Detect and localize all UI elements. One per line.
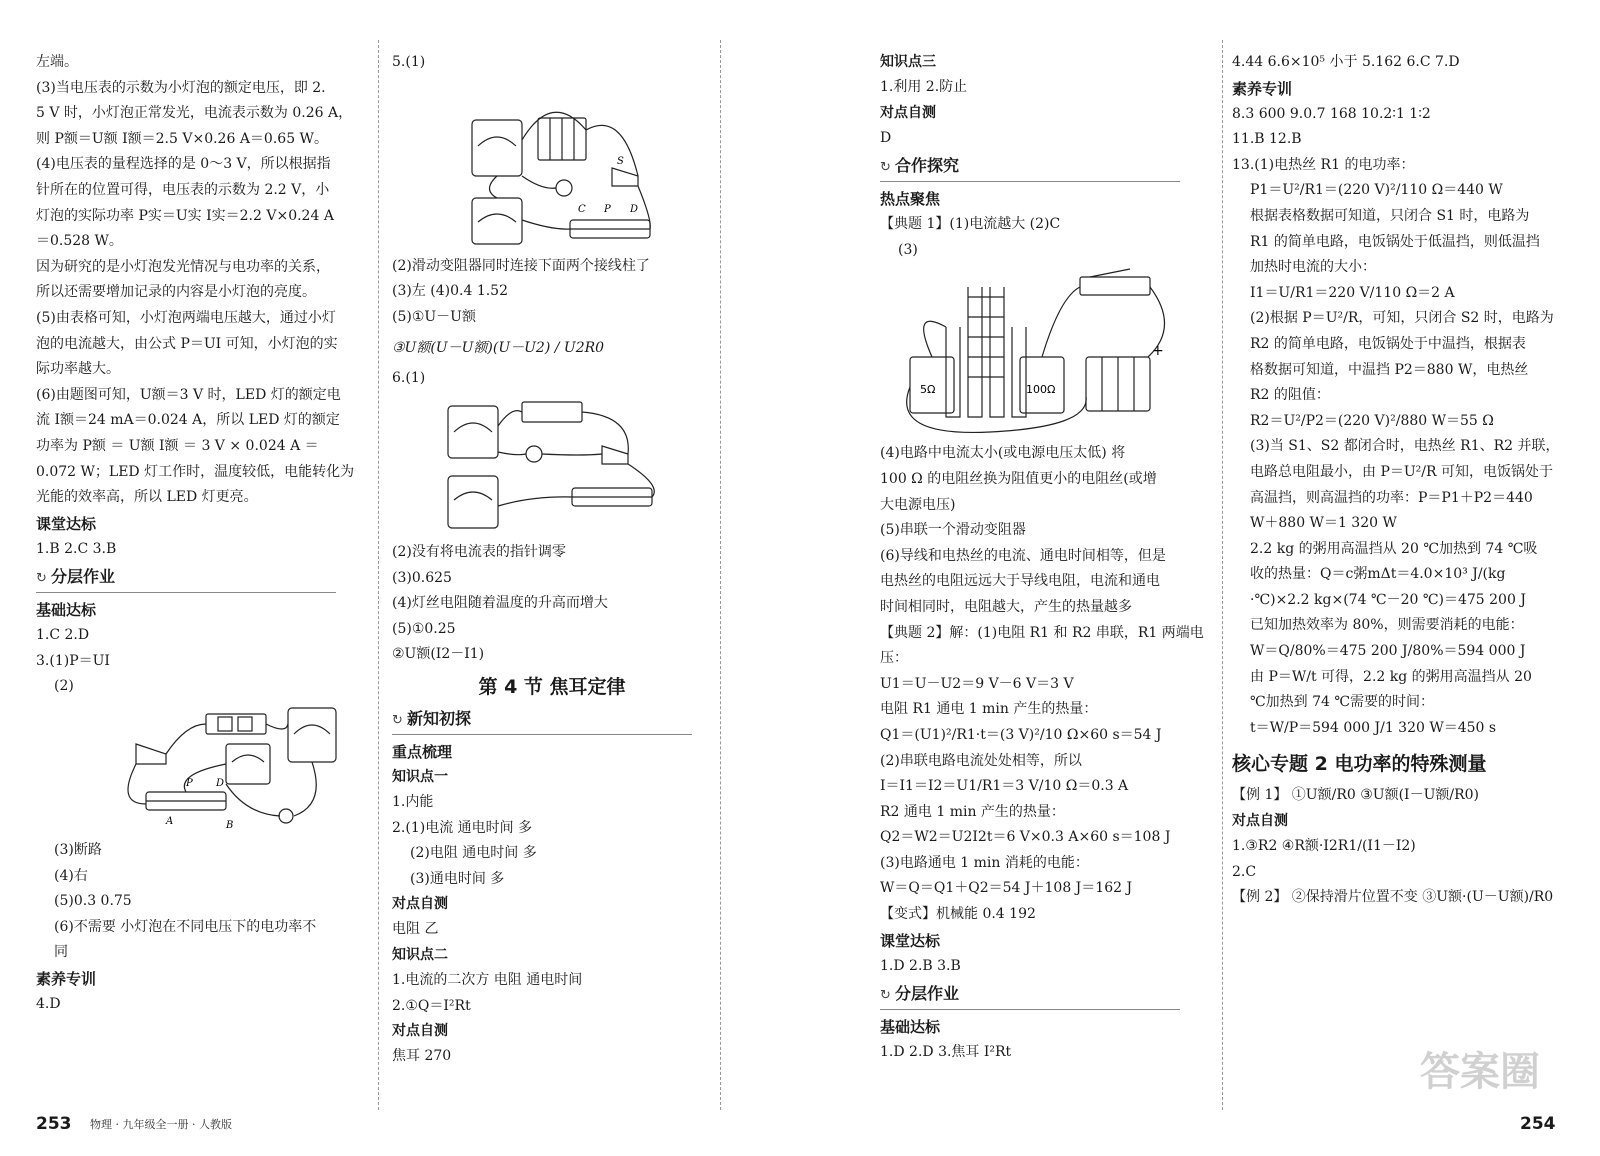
section-layered: ↻ 分层作业 xyxy=(36,564,336,593)
self-test-2: 对点自测 xyxy=(392,1023,448,1040)
text-line: 际功率越大。 xyxy=(36,361,120,378)
text-line: 5 V 时，小灯泡正常发光，电流表示数为 0.26 A， xyxy=(36,105,353,122)
text-line: R2＝U²/P2＝(220 V)²/880 W＝55 Ω xyxy=(1250,412,1494,429)
column-3 xyxy=(880,50,1210,1066)
self-test-4: 对点自测 xyxy=(1232,813,1288,830)
text-line: t＝W/P＝594 000 J/1 320 W＝450 s xyxy=(1250,719,1497,736)
text-line: 4.44 6.6×10⁵ 小于 5.162 6.C 7.D xyxy=(1232,54,1460,70)
basic-answers-2: 1.D 2.D 3.焦耳 I²Rt xyxy=(880,1044,1012,1061)
svg-text:P: P xyxy=(604,203,611,215)
page-number-left: 253 xyxy=(36,1114,72,1134)
text-line: U1＝U－U2＝9 V－6 V＝3 V xyxy=(880,675,1074,692)
section-suyang-2: 素养专训 xyxy=(1232,79,1293,98)
text-line: (4)灯丝电阻随着温度的升高而增大 xyxy=(392,595,608,612)
svg-text:5Ω: 5Ω xyxy=(920,383,936,397)
text-line: (2)没有将电流表的指针调零 xyxy=(392,543,566,560)
svg-text:P: P xyxy=(186,778,193,790)
section-basic-2: 基础达标 xyxy=(880,1018,941,1037)
text-line: (3)通电时间 多 xyxy=(410,870,505,887)
text-line: 0.072 W；LED 灯工作时，温度较低，电能转化为 xyxy=(36,463,355,480)
text-line: 【典题 2】解：(1)电阻 R1 和 R2 串联，R1 两端电 xyxy=(880,624,1204,641)
text-line: (3)当电压表的示数为小灯泡的额定电压，即 2. xyxy=(36,79,326,96)
self-test-1: 对点自测 xyxy=(392,896,448,913)
text-line: 电阻 R1 通电 1 min 产生的热量： xyxy=(880,701,1098,718)
text-line: 2.(1)电流 通电时间 多 xyxy=(392,819,533,836)
text-line: (3)左 (4)0.4 1.52 xyxy=(392,283,508,300)
text-line: 则 P额＝U额 I额＝2.5 V×0.26 A＝0.65 W。 xyxy=(36,130,328,147)
text-line: (2)滑动变阻器同时连接下面两个接线柱了 xyxy=(392,257,650,274)
classroom-answers-2: 1.D 2.B 3.B xyxy=(880,957,961,974)
text-line: 【变式】机械能 0.4 192 xyxy=(880,906,1036,923)
text-line: 电热丝的电阻远远大于导线电阻，电流和通电 xyxy=(880,573,1160,590)
section-suyang: 素养专训 xyxy=(36,970,97,989)
text-line: (3)0.625 xyxy=(392,569,452,586)
footer-book-info: 物理 · 九年级全一册 · 人教版 xyxy=(90,1118,232,1131)
section-classroom-2: 课堂达标 xyxy=(880,931,941,950)
knowledge-point-3: 知识点三 xyxy=(880,54,936,70)
text-line: (3)断路 xyxy=(54,842,102,859)
example-1: 【例 1】 ①U额/R0 ③U额(I－U额/R0) xyxy=(1232,787,1479,804)
text-line: 功率为 P额 ＝ U额 I额 ＝ 3 V × 0.024 A ＝ xyxy=(36,437,319,454)
circuit-diagram-5 xyxy=(452,80,752,250)
text-line: 1.电流的二次方 电阻 通电时间 xyxy=(392,971,583,988)
text-line: 同 xyxy=(54,944,68,961)
text-line: (2)电阻 通电时间 多 xyxy=(410,845,537,862)
svg-text:A: A xyxy=(166,816,174,828)
text-line: ＝0.528 W。 xyxy=(36,233,123,250)
section-hot-focus: 热点聚焦 xyxy=(880,190,941,209)
text-line: 压： xyxy=(880,650,908,667)
joule-experiment-diagram xyxy=(890,267,1190,437)
text-line: 所以还需要增加记录的内容是小灯泡的亮度。 xyxy=(36,284,316,301)
watermark-logo: 答案圈 xyxy=(1420,1049,1540,1095)
page-number-right: 254 xyxy=(1520,1114,1556,1134)
text-line: Q1＝(U1)²/R1·t＝(3 V)²/10 Ω×60 s＝54 J xyxy=(880,726,1162,743)
text-line: ·℃)×2.2 kg×(74 ℃－20 ℃)＝475 200 J xyxy=(1250,591,1526,608)
text-line: 1.内能 xyxy=(392,793,434,810)
question-6-label: 6.(1) xyxy=(392,370,426,387)
self-test-1-answer: 电阻 乙 xyxy=(392,921,439,938)
text-line: W＝Q/80%＝475 200 J/80%＝594 000 J xyxy=(1250,643,1526,660)
text-line: 3.(1)P＝UI xyxy=(36,652,110,669)
text-line: (6)导线和电热丝的电流、通电时间相等，但是 xyxy=(880,547,1166,564)
svg-text:+: + xyxy=(1152,343,1164,360)
answer-block-1 xyxy=(36,50,366,511)
text-line: (2)根据 P＝U²/R，可知，只闭合 S2 时，电路为 xyxy=(1250,310,1554,327)
text-line: 光能的效率高，所以 LED 灯更亮。 xyxy=(36,489,258,506)
text-line: 格数据可知道，中温挡 P2＝880 W，电热丝 xyxy=(1250,361,1529,378)
chapter-title: 第 4 节 焦耳定律 xyxy=(478,675,626,698)
text-line: 电路总电阻最小，由 P＝U²/R 可知，电饭锅处于 xyxy=(1250,463,1553,480)
text-line: 泡的电流越大，由公式 P＝UI 可知，小灯泡的实 xyxy=(36,335,338,352)
text-line: (4)电压表的量程选择的是 0～3 V，所以根据指 xyxy=(36,156,331,173)
text-line: (2)串联电路电流处处相等，所以 xyxy=(880,752,1082,769)
text-line: 8.3 600 9.0.7 168 10.2∶1 1∶2 xyxy=(1232,105,1431,122)
text-line: 时间相同时，电阻越大，产生的热量越多 xyxy=(880,598,1132,615)
text-line: R2 通电 1 min 产生的热量： xyxy=(880,803,1065,820)
text-line: (3) xyxy=(898,241,918,258)
svg-text:D: D xyxy=(216,778,225,790)
knowledge-point-1: 知识点一 xyxy=(392,768,448,785)
text-line: 大电源电压) xyxy=(880,496,956,513)
svg-text:S: S xyxy=(617,155,624,167)
column-4 xyxy=(1232,50,1572,911)
text-line: 根据表格数据可知道，只闭合 S1 时，电路为 xyxy=(1250,207,1530,224)
text-line: (3)电路通电 1 min 消耗的电能： xyxy=(880,854,1089,871)
text-line: 左端。 xyxy=(36,54,78,70)
text-line: 收的热量：Q＝c粥mΔt＝4.0×10³ J/(kg xyxy=(1250,566,1506,583)
formula-q5: ③U额(U－U额)(U－U2) / U2R0 xyxy=(392,340,605,357)
text-line: (5)①0.25 xyxy=(392,620,456,637)
text-line: 2.C xyxy=(1232,863,1257,880)
text-line: (5)①U－U额 xyxy=(392,308,476,325)
section-key-points: 重点梳理 xyxy=(392,742,453,761)
text-line: 2.2 kg 的粥用高温挡从 20 ℃加热到 74 ℃吸 xyxy=(1250,540,1538,557)
svg-text:C: C xyxy=(578,203,586,215)
text-line: D xyxy=(880,129,892,146)
text-line: 加热时电流的大小： xyxy=(1250,259,1376,276)
text-line: ℃加热到 74 ℃需要的时间： xyxy=(1250,694,1435,711)
text-line: 已知加热效率为 80%，则需要消耗的电能： xyxy=(1250,617,1524,634)
suyang-answers: 4.D xyxy=(36,996,61,1013)
text-line: 针所在的位置可得，电压表的示数为 2.2 V，小 xyxy=(36,181,330,198)
circuit-diagram-6 xyxy=(432,396,732,536)
text-line: I1＝U/R1＝220 V/110 Ω＝2 A xyxy=(1250,284,1455,301)
text-line: R2 的阻值： xyxy=(1250,387,1330,404)
text-line: 11.B 12.B xyxy=(1232,131,1302,148)
self-test-2-answer: 焦耳 270 xyxy=(392,1048,452,1065)
text-line: 灯泡的实际功率 P实＝U实 I实＝2.2 V×0.24 A xyxy=(36,207,334,224)
text-line: (3)当 S1、S2 都闭合时，电热丝 R1、R2 并联， xyxy=(1250,438,1560,455)
example-2: 【例 2】 ②保持滑片位置不变 ③U额·(U－U额)/R0 xyxy=(1232,889,1554,906)
text-line: (4)电路中电流太小(或电源电压太低) 将 xyxy=(880,445,1126,462)
text-line: (5)0.3 0.75 xyxy=(54,893,132,910)
core-topic-title: 核心专题 2 电功率的特殊测量 xyxy=(1232,753,1487,776)
text-line: 2.①Q＝I²Rt xyxy=(392,997,471,1014)
column-divider-3 xyxy=(1222,40,1223,1110)
column-divider-1 xyxy=(378,40,379,1110)
text-line: 1.③R2 ④R额·I2R1/(I1－I2) xyxy=(1232,838,1416,855)
column-2 xyxy=(392,50,712,1070)
text-line: 1.C 2.D xyxy=(36,627,90,644)
section-classroom: 课堂达标 xyxy=(36,514,97,533)
text-line: (6)不需要 小灯泡在不同电压下的电功率不 xyxy=(54,918,317,935)
section-cooperation: ↻ 合作探究 xyxy=(880,153,1180,182)
text-line: (4)右 xyxy=(54,867,88,884)
svg-text:B: B xyxy=(226,820,234,832)
self-test-3: 对点自测 xyxy=(880,104,936,121)
text-line: W＋880 W＝1 320 W xyxy=(1250,515,1397,532)
knowledge-point-2: 知识点二 xyxy=(392,946,448,963)
text-line: 流 I额＝24 mA＝0.024 A，所以 LED 灯的额定 xyxy=(36,412,340,429)
section-basic: 基础达标 xyxy=(36,601,97,620)
question-5-label: 5.(1) xyxy=(392,54,426,70)
text-line: I＝I1＝I2＝U1/R1＝3 V/10 Ω＝0.3 A xyxy=(880,778,1129,795)
text-line: 1.利用 2.防止 xyxy=(880,79,968,95)
classroom-answers: 1.B 2.C 3.B xyxy=(36,540,117,557)
text-line: W＝Q＝Q1＋Q2＝54 J＋108 J＝162 J xyxy=(880,880,1133,897)
text-line: (2) xyxy=(54,678,74,695)
svg-text:D: D xyxy=(630,203,639,215)
text-line: 由 P＝W/t 可得，2.2 kg 的粥用高温挡从 20 xyxy=(1250,668,1532,685)
text-line: (6)由题图可知，U额＝3 V 时，LED 灯的额定电 xyxy=(36,386,341,403)
text-line: R1 的简单电路，电饭锅处于低温挡，则低温挡 xyxy=(1250,233,1540,250)
text-line: (5)串联一个滑动变阻器 xyxy=(880,522,1026,539)
text-line: Q2＝W2＝U2I2t＝6 V×0.3 A×60 s＝108 J xyxy=(880,829,1171,846)
text-line: 因为研究的是小灯泡发光情况与电功率的关系， xyxy=(36,258,330,275)
text-line: R2 的简单电路，电饭锅处于中温挡，根据表 xyxy=(1250,335,1526,352)
text-line: 100 Ω 的电阻丝换为阻值更小的电阻丝(或增 xyxy=(880,470,1157,487)
circuit-diagram-3 xyxy=(76,704,376,834)
text-line: 13.(1)电热丝 R1 的电功率： xyxy=(1232,156,1415,173)
text-line: 高温挡，则高温挡的功率：P＝P1＋P2＝440 xyxy=(1250,489,1533,506)
section-layered-2: ↻ 分层作业 xyxy=(880,981,1180,1010)
text-line: ②U额(I2－I1) xyxy=(392,646,485,663)
section-new-knowledge: ↻ 新知初探 xyxy=(392,706,692,735)
text-line: P1＝U²/R1＝(220 V)²/110 Ω＝440 W xyxy=(1250,182,1503,199)
svg-text:100Ω: 100Ω xyxy=(1026,383,1056,397)
text-line: 【典题 1】(1)电流越大 (2)C xyxy=(880,216,1061,233)
column-1 xyxy=(36,50,366,1018)
text-line: (5)由表格可知，小灯泡两端电压越大，通过小灯 xyxy=(36,309,336,326)
